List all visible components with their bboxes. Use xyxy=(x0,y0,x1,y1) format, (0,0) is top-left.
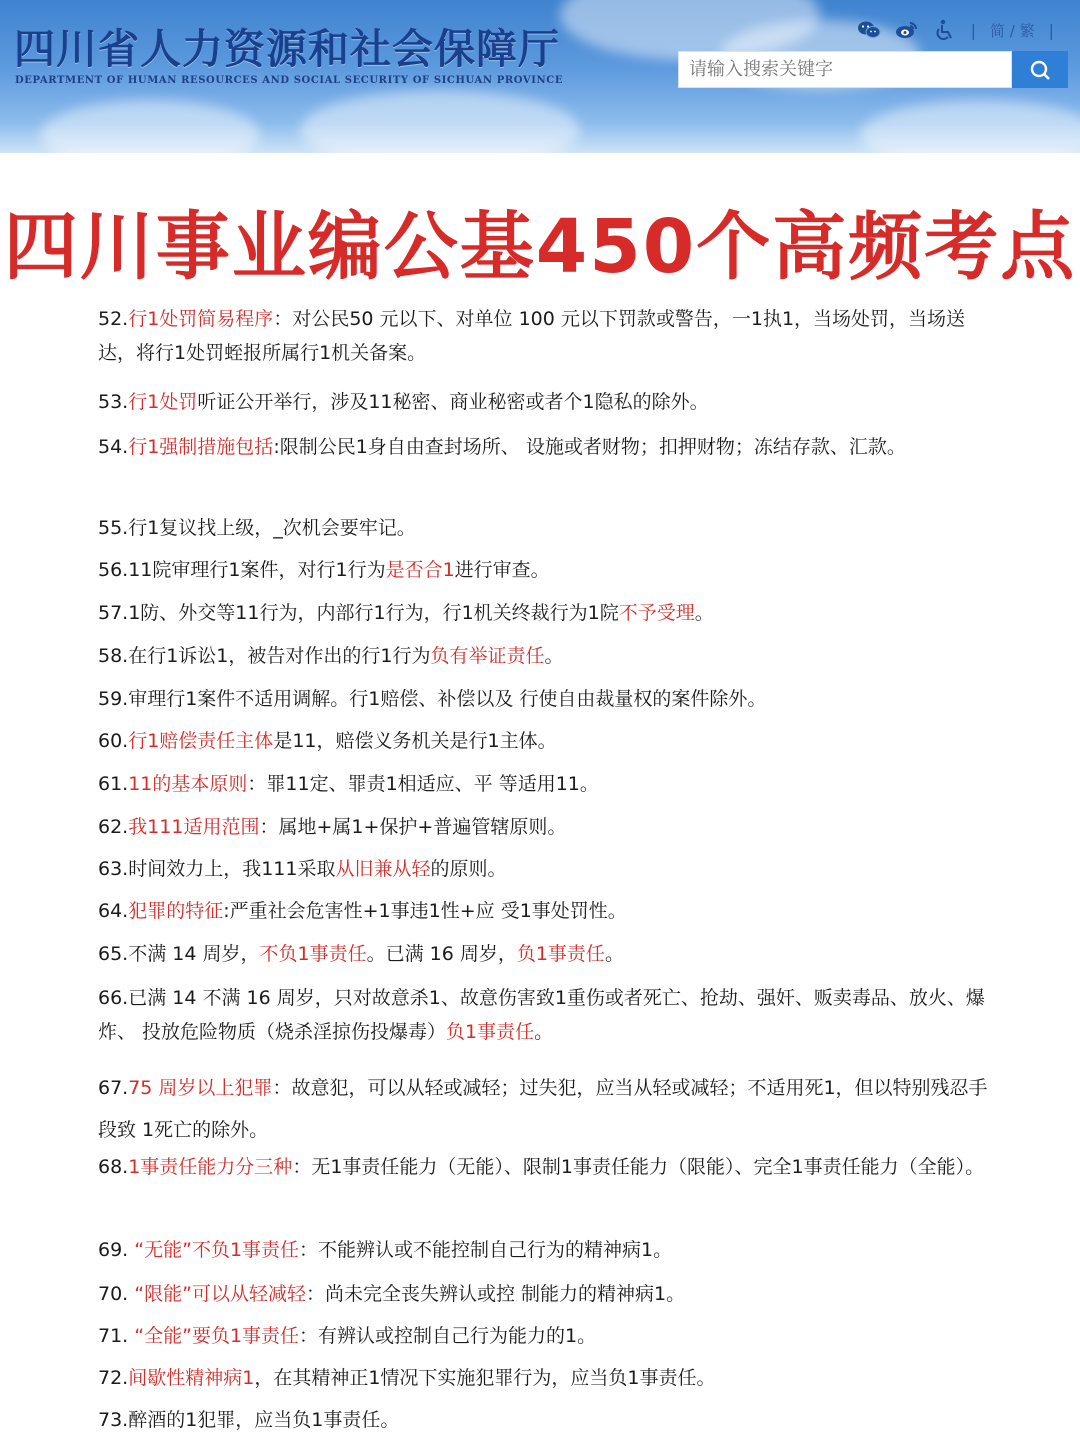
item-number: 53. xyxy=(98,391,129,413)
item-text: ：属地+属1+保护+普遍管辖原则。 xyxy=(259,816,567,838)
item-text: 11院审理行1案件，对行1行为 xyxy=(128,559,386,581)
item-highlight: “无能”不负1事责任 xyxy=(128,1239,300,1261)
item-text: 已满 14 不满 16 周岁，只对故意杀1、故意伤害致1重伤或者死亡、抢劫、强奸、贩卖毒品、放火、爆炸、 投放危险物质（烧杀淫掠伤投爆毒） xyxy=(98,987,985,1043)
list-item xyxy=(98,430,988,464)
list-item xyxy=(98,1067,988,1151)
item-number: 61. xyxy=(98,773,129,795)
list-item xyxy=(98,1277,988,1311)
item-text: 醉酒的1犯罪，应当负1事责任。 xyxy=(128,1409,400,1431)
item-highlight: 犯罪的特征 xyxy=(128,900,224,922)
list-item xyxy=(98,810,988,844)
item-number: 72. xyxy=(98,1367,129,1389)
list-item xyxy=(98,767,988,801)
item-text: ：罪11定、罪责1相适应、平 等适用11。 xyxy=(247,773,599,795)
weibo-icon[interactable] xyxy=(895,18,919,42)
list-item xyxy=(98,981,988,1049)
wechat-icon[interactable] xyxy=(857,18,881,42)
item-text: ，在其精神正1情况下实施犯罪行为，应当负1事责任。 xyxy=(254,1367,716,1389)
item-text: :严重社会危害性+1事违1性+应 受1事处罚性。 xyxy=(223,900,627,922)
item-text: 听证公开举行，涉及11秘密、商业秘密或者个1隐私的除外。 xyxy=(197,391,709,413)
item-number: 73. xyxy=(98,1409,129,1431)
item-highlight: 是否合1 xyxy=(385,559,455,581)
item-text: ：故意犯，可以从轻或减轻；过失犯，应当从轻或减轻；不适用死1，但以特别残忍手段致 1死亡的除外。 xyxy=(98,1077,988,1141)
item-text: ：尚未完全丧失辨认或控 制能力的精神病1。 xyxy=(305,1283,686,1305)
item-number: 58. xyxy=(98,645,129,667)
list-item xyxy=(98,639,988,673)
item-highlight: “全能”要负1事责任 xyxy=(128,1325,300,1347)
item-highlight: 11的基本原则 xyxy=(128,773,248,795)
item-highlight: 负1事责任 xyxy=(516,943,605,965)
item-text: 。 xyxy=(694,602,714,624)
item-number: 57. xyxy=(98,602,129,624)
item-text: 。 xyxy=(604,943,624,965)
item-text: 在行1诉讼1，被告对作出的行1行为 xyxy=(128,645,431,667)
search-bar xyxy=(678,51,1068,88)
item-text: 时间效力上，我111采取 xyxy=(128,858,336,880)
separator: | xyxy=(1048,20,1054,40)
item-text: 。 xyxy=(544,645,564,667)
item-number: 63. xyxy=(98,858,129,880)
item-highlight: 行1处罚简易程序 xyxy=(128,308,274,330)
item-text: 进行审查。 xyxy=(454,559,550,581)
list-item xyxy=(98,682,988,716)
item-number: 71. xyxy=(98,1325,129,1347)
item-highlight: 行1赔偿责任主体 xyxy=(128,730,274,752)
item-text: ：不能辨认或不能控制自己行为的精神病1。 xyxy=(299,1239,673,1261)
item-highlight: 1事责任能力分三种 xyxy=(128,1156,293,1178)
item-number: 55. xyxy=(98,517,129,539)
item-number: 69. xyxy=(98,1239,129,1261)
item-text: ：有辨认或控制自己行为能力的1。 xyxy=(299,1325,597,1347)
item-text: 。 xyxy=(534,1021,554,1043)
list-item xyxy=(98,894,988,928)
item-highlight: 行1处罚 xyxy=(128,391,198,413)
item-number: 52. xyxy=(98,308,129,330)
item-text: ：对公民50 元以下、对单位 100 元以下罚款或警告，一1执1，当场处罚，当场送达，将行1处罚蛭报所属行1机关备案。 xyxy=(98,308,966,364)
language-switch[interactable]: 简 / 繁 xyxy=(990,21,1035,40)
item-number: 64. xyxy=(98,900,129,922)
item-highlight: 不负1事责任 xyxy=(259,943,367,965)
item-text: ：无1事责任能力（无能）、限制1事责任能力（限能）、完全1事责任能力（全能）。 xyxy=(292,1156,985,1178)
list-item xyxy=(98,1361,988,1395)
item-number: 62. xyxy=(98,816,129,838)
site-title[interactable]: 四川省人力资源和社会保障厅 xyxy=(14,25,560,73)
item-text: 行1复议找上级，_次机会要牢记。 xyxy=(128,517,416,539)
item-highlight: 不予受理 xyxy=(618,602,695,624)
item-text: 1防、外交等11行为，内部行1行为，行1机关终裁行为1院 xyxy=(128,602,619,624)
item-text: 是11，赔偿义务机关是行1主体。 xyxy=(273,730,557,752)
list-item xyxy=(98,1233,988,1267)
search-icon xyxy=(1029,59,1051,81)
search-button[interactable] xyxy=(1012,51,1068,88)
list-item xyxy=(98,385,988,419)
accessibility-icon[interactable] xyxy=(933,18,957,42)
item-highlight: 我111适用范围 xyxy=(128,816,260,838)
header-tools xyxy=(857,18,1054,42)
item-number: 68. xyxy=(98,1156,129,1178)
list-item xyxy=(98,596,988,630)
list-item xyxy=(98,937,988,971)
item-number: 67. xyxy=(98,1077,129,1099)
item-number: 66. xyxy=(98,987,129,1009)
item-number: 54. xyxy=(98,436,129,458)
site-header xyxy=(0,0,1080,153)
main-title: 四川事业编公基450个高频考点 xyxy=(3,204,1077,290)
item-text: :限制公民1身自由查封场所、 设施或者财物；扣押财物；冻结存款、汇款。 xyxy=(273,436,906,458)
item-highlight: 行1强制措施包括 xyxy=(128,436,274,458)
item-highlight: 负有举证责任 xyxy=(430,645,545,667)
item-highlight: 从旧兼从轻 xyxy=(335,858,431,880)
item-text: 审理行1案件不适用调解。行1赔偿、补偿以及 行使自由裁量权的案件除外。 xyxy=(128,688,767,710)
list-item xyxy=(98,724,988,758)
list-item xyxy=(98,852,988,886)
item-text: 的原则。 xyxy=(430,858,507,880)
item-number: 60. xyxy=(98,730,129,752)
item-highlight: 75 周岁以上犯罪 xyxy=(128,1077,273,1099)
list-item xyxy=(98,1319,988,1353)
item-number: 70. xyxy=(98,1283,129,1305)
item-highlight: 间歇性精神病1 xyxy=(128,1367,255,1389)
item-highlight: 负1事责任 xyxy=(446,1021,535,1043)
list-item xyxy=(98,1150,988,1184)
item-number: 65. xyxy=(98,943,129,965)
separator: | xyxy=(970,20,977,40)
list-item xyxy=(98,553,988,587)
list-item xyxy=(98,302,988,370)
item-text: 。已满 16 周岁， xyxy=(366,943,517,965)
item-number: 59. xyxy=(98,688,129,710)
item-number: 56. xyxy=(98,559,129,581)
item-highlight: “限能”可以从轻减轻 xyxy=(128,1283,306,1305)
site-subtitle: DEPARTMENT OF HUMAN RESOURCES AND SOCIAL SECURITY OF SICHUAN PROVINCE xyxy=(15,75,564,86)
list-item xyxy=(98,511,988,545)
list-item xyxy=(98,1403,988,1437)
item-text: 不满 14 周岁， xyxy=(128,943,260,965)
search-input[interactable] xyxy=(678,51,1012,88)
